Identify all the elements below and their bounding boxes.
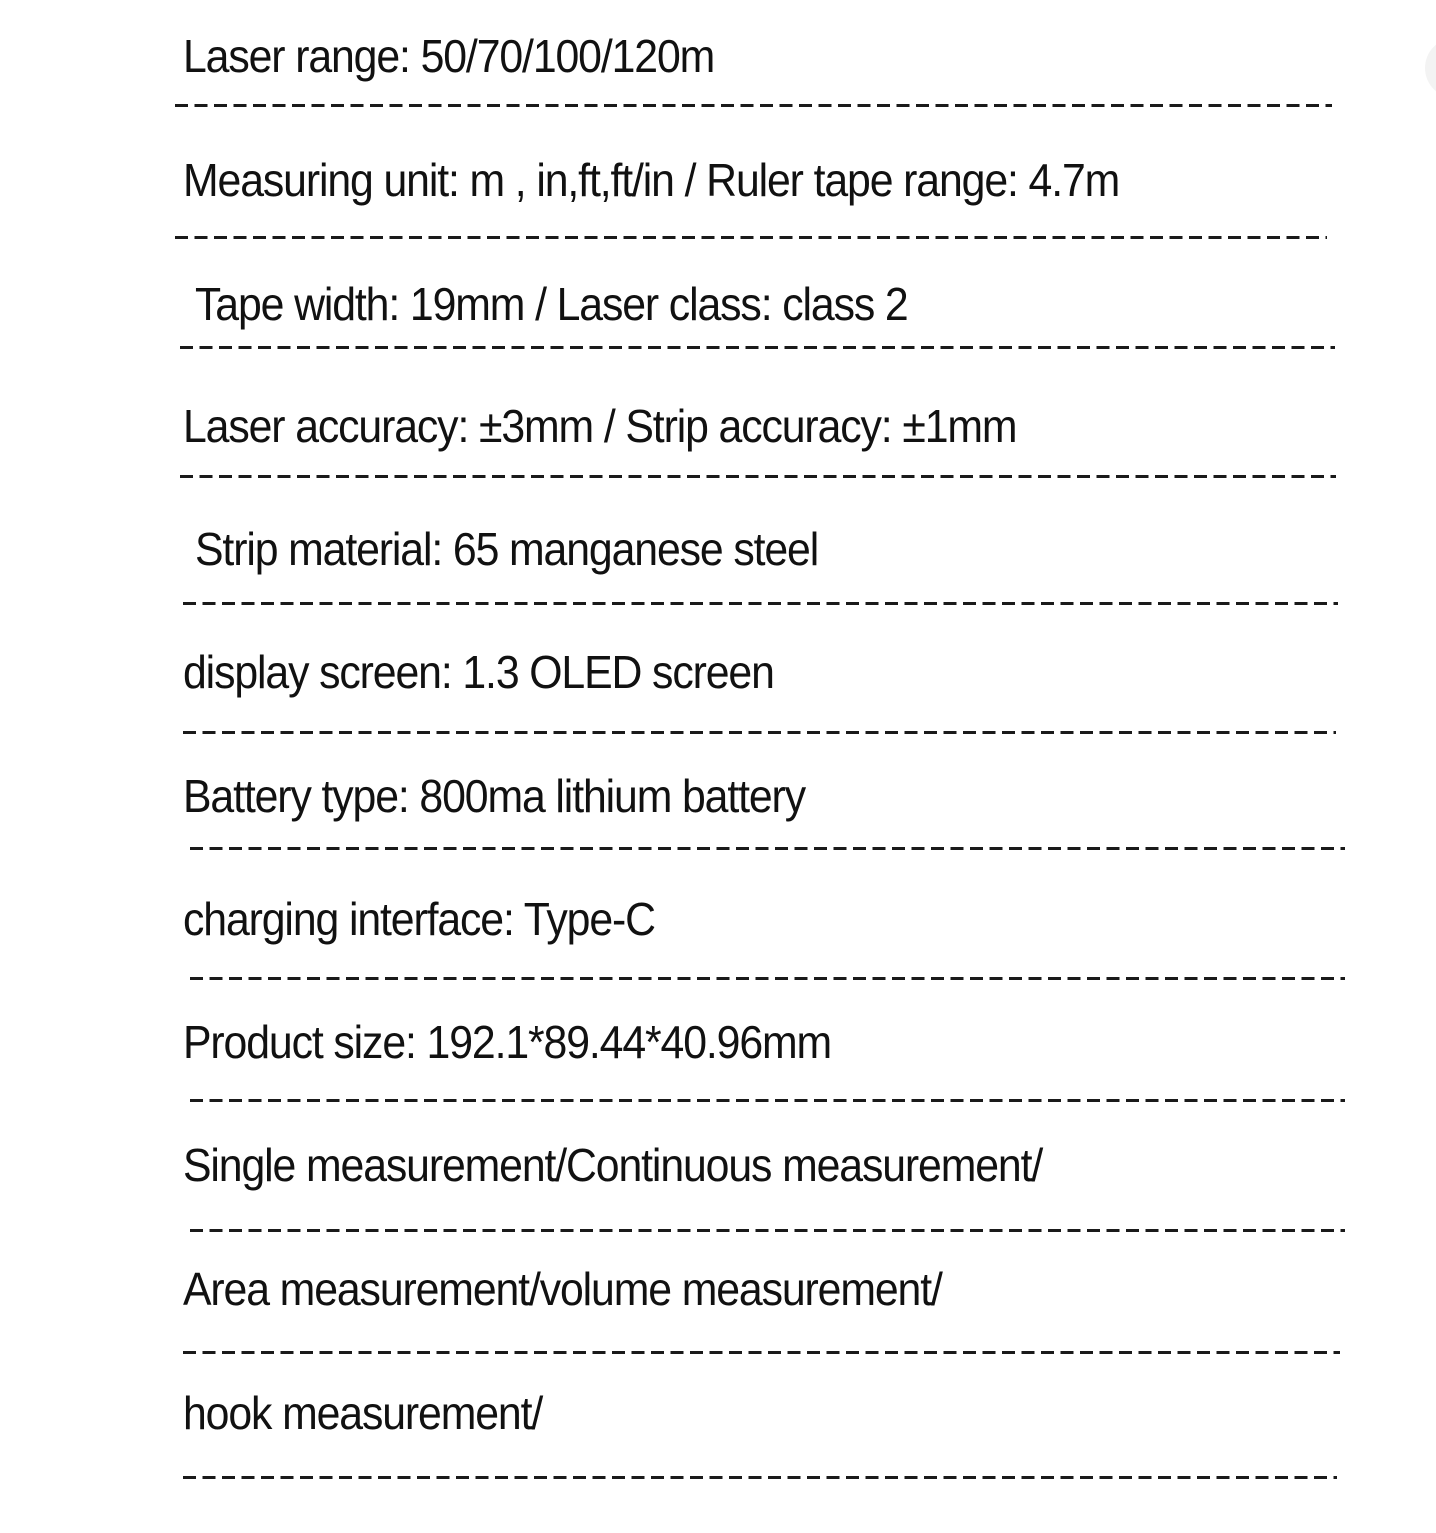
- spec-text: Single measurement/Continuous measurement/: [183, 1139, 1043, 1191]
- spec-text: Battery type: 800ma lithium battery: [183, 770, 805, 822]
- dashed-divider: [190, 847, 1345, 850]
- spec-text: Measuring unit: m , in,ft,ft/in / Ruler tape range: 4.7m: [183, 154, 1120, 206]
- dashed-divider: [175, 104, 1332, 107]
- spec-text: Strip material: 65 manganese steel: [195, 523, 819, 575]
- spec-text: charging interface: Type-C: [183, 893, 655, 945]
- dashed-divider: [180, 346, 1335, 349]
- dashed-divider: [190, 977, 1345, 980]
- spec-text: Tape width: 19mm / Laser class: class 2: [195, 278, 908, 330]
- dashed-divider: [175, 236, 1327, 239]
- spec-text: Product size: 192.1*89.44*40.96mm: [183, 1016, 832, 1068]
- dashed-divider: [180, 475, 1336, 478]
- spec-text: display screen: 1.3 OLED screen: [183, 646, 774, 698]
- dashed-divider: [183, 1351, 1340, 1354]
- dashed-divider: [183, 1476, 1337, 1479]
- dashed-divider: [183, 602, 1338, 605]
- dashed-divider: [190, 1099, 1345, 1102]
- spec-text: Area measurement/volume measurement/: [183, 1263, 942, 1315]
- edge-circle-decoration: [1425, 38, 1436, 98]
- spec-text: Laser range: 50/70/100/120m: [183, 30, 715, 82]
- dashed-divider: [183, 731, 1336, 734]
- dashed-divider: [190, 1229, 1345, 1232]
- spec-text: hook measurement/: [183, 1387, 543, 1439]
- spec-text: Laser accuracy: ±3mm / Strip accuracy: ±1mm: [183, 400, 1017, 452]
